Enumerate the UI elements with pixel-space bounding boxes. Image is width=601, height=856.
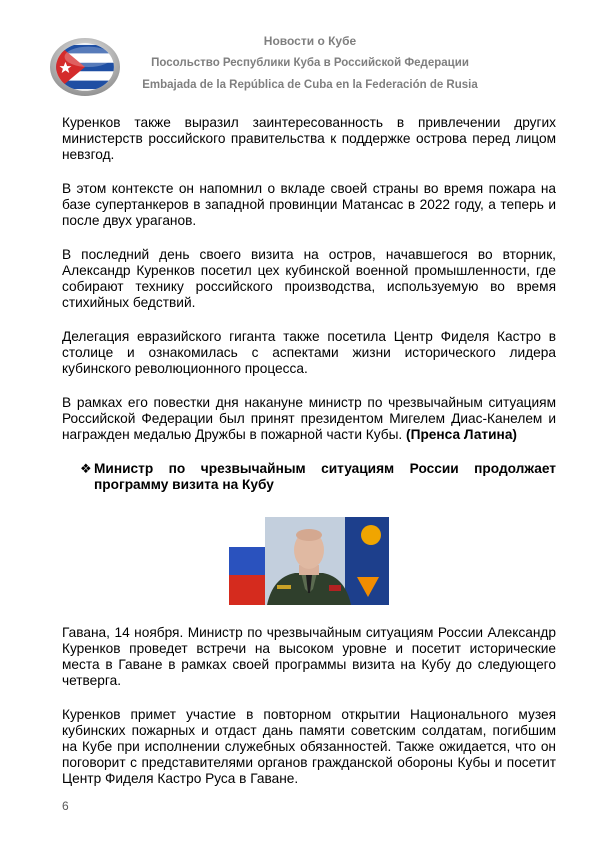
diamond-bullet-icon: ❖ (80, 461, 92, 476)
paragraph: Куренков также выразил заинтересованность в привлечении других министерств российского правительства к поддержке острова перед лицом невзгод. (62, 115, 556, 162)
header-title: Новости о Кубе (263, 34, 357, 48)
page-number: 6 (62, 799, 69, 813)
paragraph: Гавана, 14 ноября. Министр по чрезвычайным ситуациям России Александр Куренков проведет встречи на высоком уровне и посетит исторические места в Гаване в рамках своей программы визита на Кубу до следующего четверга. (62, 625, 556, 688)
minister-photo (229, 517, 389, 605)
cuba-flag-logo (49, 37, 121, 97)
paragraph (62, 395, 556, 443)
headline-text: Министр по чрезвычайным ситуациям России продолжает программу визита на Кубу (94, 461, 556, 492)
source-label: (Пренса Латина) (406, 427, 517, 442)
paragraph: Делегация евразийского гиганта также посетила Центр Фиделя Кастро в столице и ознакомилась с аспектами жизни исторического лидера кубинского революционного процесса. (62, 329, 556, 376)
paragraph: Куренков примет участие в повторном открытии Национального музея кубинских пожарных и отдаст дань памяти советским солдатам, погибшим на Кубе при исполнении служебных обязанностей. Также ожидается, что он поговорит с представителями органов гражданской обороны Кубы и посетит Центр Фиделя Кастро Руса в Гаване. (62, 707, 556, 786)
article-content (62, 115, 556, 805)
header-embassy-ru: Посольство Республики Куба в Российской Федерации (151, 57, 469, 69)
paragraph: В этом контексте он напомнил о вкладе своей страны во время пожара на базе супертанкеров в западной провинции Матансас в 2022 году, а теперь и после двух ураганов. (62, 181, 556, 228)
paragraph-text: В рамках его повестки дня накануне министр по чрезвычайным ситуациям Российской Федерации был принят президентом Мигелем Диас-Канелем и награжден медалью Дружбы в пожарной части Кубы. (62, 395, 556, 442)
header-embassy-es: Embajada de la República de Cuba en la Federación de Rusia (142, 79, 478, 91)
article-headline (62, 461, 556, 493)
paragraph: В последний день своего визита на остров, начавшегося во вторник, Александр Куренков посетил цех кубинской военной промышленности, где собирают технику российского производства, используемую во время стихийных бедствий. (62, 247, 556, 310)
